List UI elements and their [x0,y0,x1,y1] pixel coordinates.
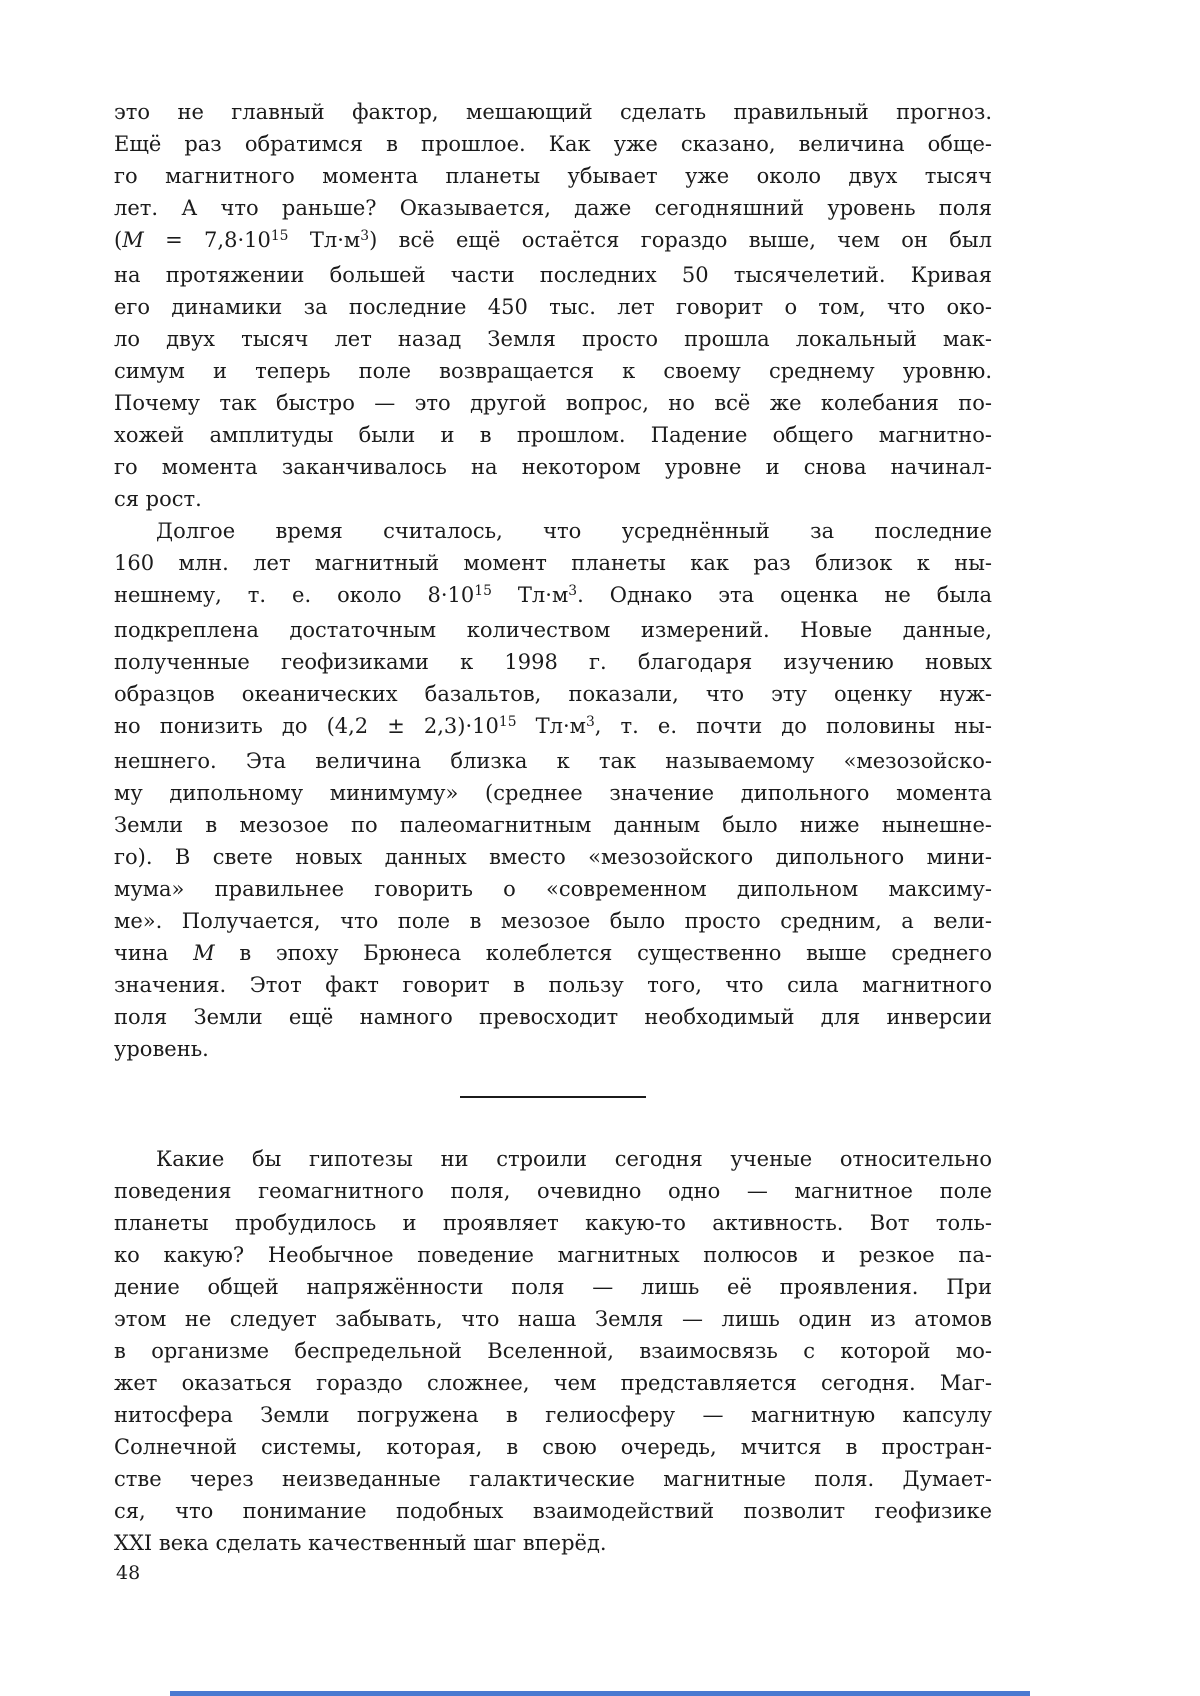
paragraph-2 [114,515,992,1065]
text-run: Тл·м [288,228,361,252]
text-line: подкреплена достаточным количеством измерений. Новые данные, [114,618,992,642]
math-variable: M [193,941,215,965]
text-line: му дипольному минимуму» (среднее значение дипольного момента [114,781,992,805]
superscript: 15 [474,583,492,600]
superscript: 15 [270,228,289,245]
text-line: го). В свете новых данных вместо «мезозойского дипольного мини- [114,845,992,869]
text-line: лет. А что раньше? Оказывается, даже сегодняшний уровень поля [114,196,992,220]
text-line: нешнего. Эта величина близка к так называемому «мезозойско- [114,749,992,773]
text-run: но понизить до (4,2 ± 2,3)·10 [114,714,499,738]
text-line: 160 млн. лет магнитный момент планеты как раз близок к ны- [114,551,992,575]
section-separator [460,1096,646,1098]
text-line: ся, что понимание подобных взаимодействий позволит геофизике [114,1499,992,1523]
text-run: чина [114,941,194,965]
text-line: Солнечной системы, которая, в свою очередь, мчится в простран- [114,1435,992,1459]
paragraph-4 [114,1143,992,1559]
text-line: Какие бы гипотезы ни строили сегодня ученые относительно [156,1147,992,1171]
text-line: жет оказаться гораздо сложнее, чем представляется сегодня. Маг- [114,1371,992,1395]
paragraph-1 [114,96,992,515]
text-line: ко какую? Необычное поведение магнитных полюсов и резкое па- [114,1243,992,1267]
superscript: 15 [498,714,517,731]
article-body [114,96,992,1559]
text-line: на протяжении большей части последних 50 тысячелетий. Кривая [114,263,992,287]
text-line [114,224,992,259]
text-run: . Однако эта оценка не была [577,583,992,607]
text-line: стве через неизведанные галактические магнитные поля. Думает- [114,1467,992,1491]
text-line: Почему так быстро — это другой вопрос, но всё же колебания по- [114,391,992,415]
text-line [114,579,992,614]
text-run: ) всё ещё остаётся гораздо выше, чем он был [369,228,992,252]
text-run: нешнему, т. е. около 8·10 [114,583,475,607]
text-line: ся рост. [114,487,202,511]
text-line: мума» правильнее говорить о «современном дипольном максиму- [114,877,992,901]
text-line: го магнитного момента планеты убывает уже около двух тысяч [114,164,992,188]
text-line: хожей амплитуды были и в прошлом. Падение общего магнитно- [114,423,992,447]
text-line: полученные геофизиками к 1998 г. благодаря изучению новых [114,650,992,674]
text-run: в эпоху Брюнеса колеблется существенно выше среднего [214,941,992,965]
text-run: ( [114,228,123,252]
text-line: образцов океанических базальтов, показали, что эту оценку нуж- [114,682,992,706]
text-run: = 7,8·10 [143,228,271,252]
text-line [114,937,992,969]
text-line: поведения геомагнитного поля, очевидно одно — магнитное поле [114,1179,992,1203]
text-line: это не главный фактор, мешающий сделать правильный прогноз. [114,100,992,124]
text-line [114,710,992,745]
superscript: 3 [585,714,595,731]
text-line: ло двух тысяч лет назад Земля просто прошла локальный мак- [114,327,992,351]
text-line: значения. Этот факт говорит в пользу того, что сила магнитного [114,973,992,997]
superscript: 3 [360,228,370,245]
text-line: нитосфера Земли погружена в гелиосферу — магнитную капсулу [114,1403,992,1427]
text-line: дение общей напряжённости поля — лишь её проявления. При [114,1275,992,1299]
text-line: Долгое время считалось, что усреднённый за последние [156,519,992,543]
text-line: симум и теперь поле возвращается к своему среднему уровню. [114,359,992,383]
text-line: этом не следует забывать, что наша Земля — лишь один из атомов [114,1307,992,1331]
text-line: поля Земли ещё намного превосходит необходимый для инверсии [114,1005,992,1029]
text-line: Ещё раз обратимся в прошлое. Как уже сказано, величина обще- [114,132,992,156]
math-variable: M [122,228,144,252]
text-run: Тл·м [491,583,569,607]
text-line: его динамики за последние 450 тыс. лет говорит о том, что око- [114,295,992,319]
text-line: Земли в мезозое по палеомагнитным данным было ниже нынешне- [114,813,992,837]
superscript: 3 [568,583,578,600]
text-run: Тл·м [516,714,586,738]
text-line: в организме беспредельной Вселенной, взаимосвязь с которой мо- [114,1339,992,1363]
text-line: го момента заканчивалось на некотором уровне и снова начинал- [114,455,992,479]
text-line: уровень. [114,1037,209,1061]
text-line: XXI века сделать качественный шаг вперёд. [114,1531,607,1555]
text-run: , т. е. почти до половины ны- [594,714,992,738]
text-line: ме». Получается, что поле в мезозое было просто средним, а вели- [114,909,992,933]
text-line: планеты пробудилось и проявляет какую-то активность. Вот толь- [114,1211,992,1235]
bottom-blue-bar [170,1691,1030,1696]
page-number: 48 [116,1562,141,1584]
